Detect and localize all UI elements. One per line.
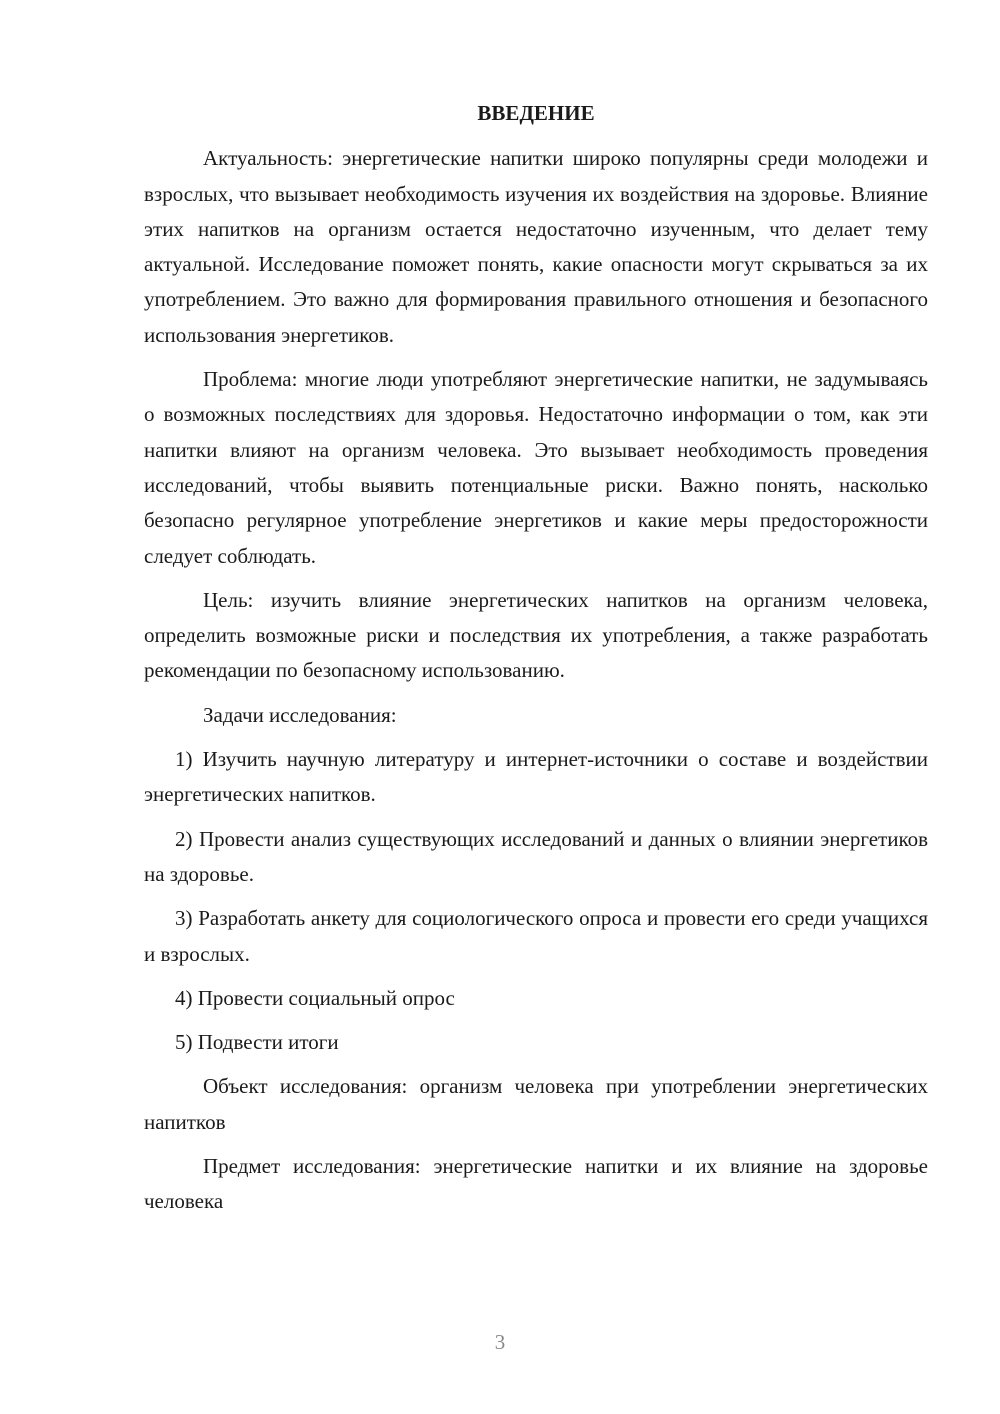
goal-paragraph: Цель: изучить влияние энергетических напитков на организм человека, определить возможные риски и последствия их употребления, а также разработать рекомендации по безопасному использованию. bbox=[144, 587, 928, 683]
relevance-paragraph: Актуальность: энергетические напитки широко популярны среди молодежи и взрослых, что вызывает необходимость изучения их воздействия на здоровье. Влияние этих напитков на организм остается недостаточно изученным, что делает тему актуальной. Исследование поможет понять, какие опасности могут скрываться за их употреблением. Это важно для формирования правильного отношения и безопасного использования энергетиков. bbox=[144, 146, 928, 347]
page-number: 3 bbox=[494, 1330, 506, 1354]
task-item-4: 4) Провести социальный опрос bbox=[175, 985, 455, 1010]
document-body bbox=[144, 96, 928, 1229]
task-item-3: 3) Разработать анкету для социологического опроса и провести его среди учащихся и взрослых. bbox=[144, 906, 928, 966]
research-subject-paragraph: Предмет исследования: энергетические напитки и их влияние на здоровье человека bbox=[144, 1154, 928, 1214]
tasks-heading: Задачи исследования: bbox=[203, 702, 397, 727]
problem-paragraph: Проблема: многие люди употребляют энергетические напитки, не задумываясь о возможных последствиях для здоровья. Недостаточно информации о том, как эти напитки влияют на организм человека. Это вызывает необходимость проведения исследований, чтобы выявить потенциальные риски. Важно понять, насколько безопасно регулярное употребление энергетиков и какие меры предосторожности следует соблюдать. bbox=[144, 367, 928, 568]
section-heading: ВВЕДЕНИЕ bbox=[477, 101, 595, 125]
task-item-2: 2) Провести анализ существующих исследований и данных о влиянии энергетиков на здоровье. bbox=[144, 826, 928, 886]
task-item-5: 5) Подвести итоги bbox=[175, 1030, 339, 1055]
task-item-1: 1) Изучить научную литературу и интернет-источники о составе и воздействии энергетических напитков. bbox=[144, 747, 928, 807]
research-object-paragraph: Объект исследования: организм человека при употреблении энергетических напитков bbox=[144, 1074, 928, 1134]
